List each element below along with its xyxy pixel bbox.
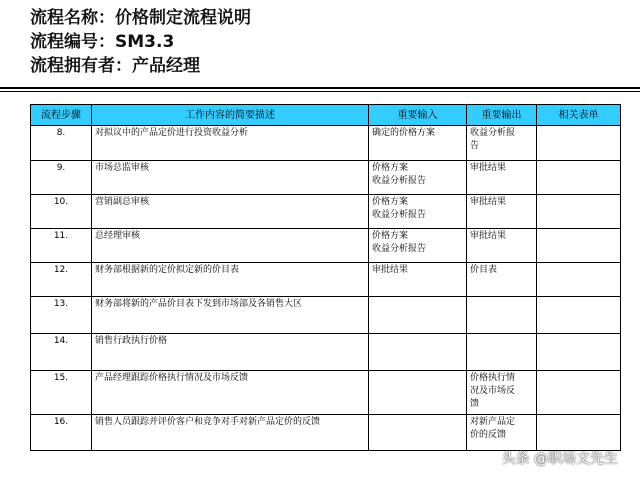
table-row — [31, 297, 621, 334]
forms-cell — [537, 371, 621, 415]
inputs-cell-line: 收益分析报告 — [372, 210, 427, 220]
inputs-cell-line: 价格方案 — [372, 163, 409, 173]
table-row — [31, 161, 621, 195]
outputs-cell-line: 价格执行情 — [470, 373, 516, 383]
inputs-cell — [369, 126, 467, 161]
forms-cell — [537, 415, 621, 451]
column-header-forms: 相关表单 — [537, 105, 621, 126]
step-number-cell: 14. — [31, 334, 92, 371]
table-row — [31, 195, 621, 229]
inputs-cell — [369, 297, 467, 334]
inputs-cell-line: 收益分析报告 — [372, 244, 427, 254]
outputs-cell-line: 馈 — [470, 399, 480, 409]
forms-cell — [537, 161, 621, 195]
outputs-cell — [467, 415, 537, 451]
table-row — [31, 126, 621, 161]
outputs-cell-line: 价目表 — [470, 265, 498, 275]
process-code-line: 流程编号：SM3.3 — [30, 32, 175, 52]
description-cell: 销售行政执行价格 — [92, 334, 369, 371]
forms-cell — [537, 334, 621, 371]
outputs-cell-line: 况及市场反 — [470, 386, 516, 396]
inputs-cell — [369, 229, 467, 263]
table-header-row — [31, 105, 621, 126]
description-cell: 总经理审核 — [92, 229, 369, 263]
step-number-cell: 12. — [31, 263, 92, 297]
outputs-cell — [467, 195, 537, 229]
description-cell: 财务部将新的产品价目表下发到市场部及各销售大区 — [92, 297, 369, 334]
step-number-cell: 8. — [31, 126, 92, 161]
step-number-cell: 11. — [31, 229, 92, 263]
outputs-cell — [467, 371, 537, 415]
description-cell: 市场总监审核 — [92, 161, 369, 195]
outputs-cell — [467, 297, 537, 334]
column-header-step: 流程步骤 — [31, 105, 92, 126]
step-number-cell: 15. — [31, 371, 92, 415]
inputs-cell — [369, 415, 467, 451]
inputs-cell-line: 价格方案 — [372, 231, 409, 241]
forms-cell — [537, 263, 621, 297]
forms-cell — [537, 229, 621, 263]
outputs-cell — [467, 161, 537, 195]
step-number-cell: 13. — [31, 297, 92, 334]
description-cell: 销售人员跟踪并评价客户和竞争对手对新产品定价的反馈 — [92, 415, 369, 451]
outputs-cell — [467, 126, 537, 161]
table-row — [31, 229, 621, 263]
step-number-cell: 10. — [31, 195, 92, 229]
column-header-description: 工作内容的简要描述 — [92, 105, 369, 126]
outputs-cell-line: 收益分析报 — [470, 128, 516, 138]
inputs-cell — [369, 195, 467, 229]
inputs-cell — [369, 371, 467, 415]
forms-cell — [537, 297, 621, 334]
outputs-cell — [467, 263, 537, 297]
description-cell: 营销副总审核 — [92, 195, 369, 229]
table-row — [31, 334, 621, 371]
inputs-cell-line: 确定的价格方案 — [372, 128, 436, 138]
table-row — [31, 263, 621, 297]
inputs-cell-line: 价格方案 — [372, 197, 409, 207]
step-number-cell: 9. — [31, 161, 92, 195]
inputs-cell — [369, 263, 467, 297]
inputs-cell — [369, 161, 467, 195]
inputs-cell — [369, 334, 467, 371]
process-steps-table — [30, 104, 621, 451]
description-cell: 对拟议中的产品定价进行投资收益分析 — [92, 126, 369, 161]
process-name-line: 流程名称：价格制定流程说明 — [30, 8, 251, 28]
table-row — [31, 371, 621, 415]
outputs-cell-line: 价的反馈 — [470, 430, 507, 440]
forms-cell — [537, 195, 621, 229]
outputs-cell-line: 告 — [470, 141, 480, 151]
outputs-cell-line: 审批结果 — [470, 163, 507, 173]
forms-cell — [537, 126, 621, 161]
document-header — [30, 6, 251, 78]
outputs-cell-line: 审批结果 — [470, 197, 507, 207]
outputs-cell-line: 审批结果 — [470, 231, 507, 241]
table-row — [31, 415, 621, 451]
header-divider-thin — [0, 91, 640, 92]
inputs-cell-line: 收益分析报告 — [372, 176, 427, 186]
outputs-cell-line: 对新产品定 — [470, 417, 516, 427]
process-owner-line: 流程拥有者：产品经理 — [30, 56, 200, 76]
description-cell: 财务部根据新的定价拟定新的价目表 — [92, 263, 369, 297]
inputs-cell-line: 审批结果 — [372, 265, 409, 275]
outputs-cell — [467, 229, 537, 263]
header-divider-thick — [0, 87, 640, 89]
column-header-outputs: 重要输出 — [467, 105, 537, 126]
description-cell: 产品经理跟踪价格执行情况及市场反馈 — [92, 371, 369, 415]
column-header-inputs: 重要输入 — [369, 105, 467, 126]
outputs-cell — [467, 334, 537, 371]
watermark: 头条 @职场文先生 — [501, 451, 618, 467]
step-number-cell: 16. — [31, 415, 92, 451]
